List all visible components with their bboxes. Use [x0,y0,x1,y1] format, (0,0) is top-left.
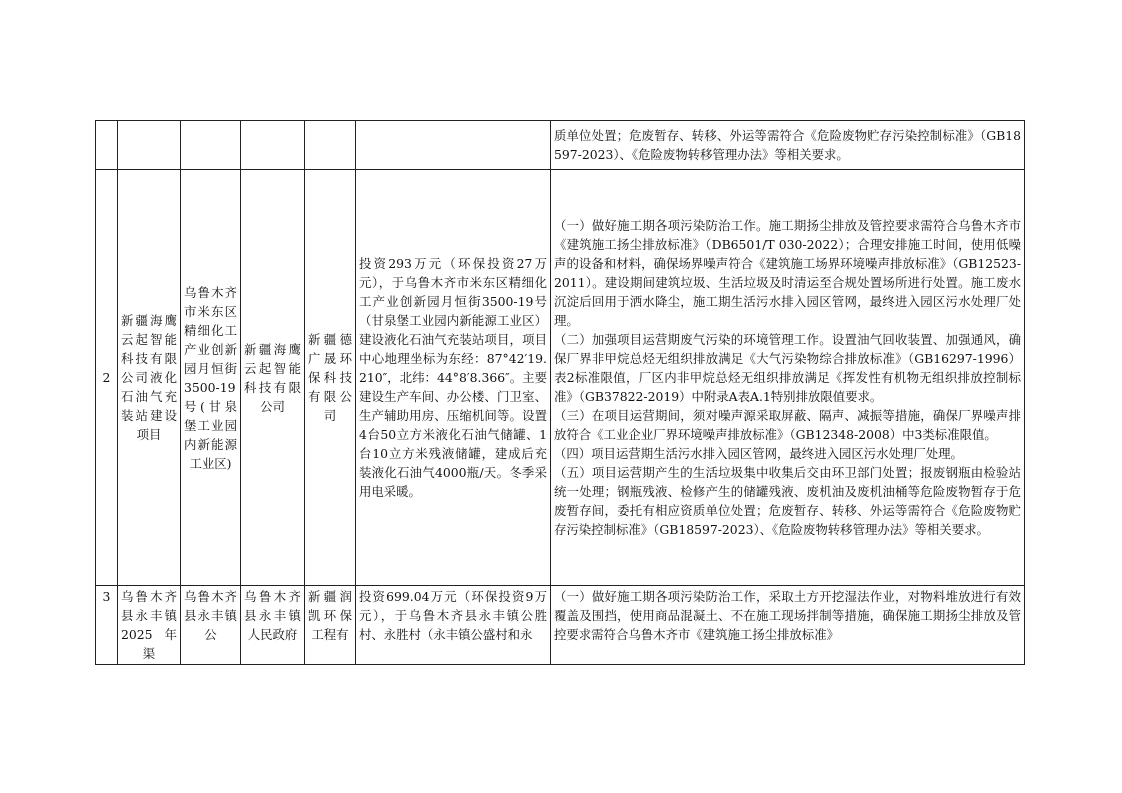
row-number: 2 [96,170,118,586]
construction-unit-cell: 乌鲁木齐县永丰镇人民政府 [241,586,305,665]
construction-unit-cell: 新疆海鹰云起智能科技有限公司 [241,170,305,586]
project-table [95,120,1025,665]
eia-unit-cell: 新疆德广晟环保科技有限公司 [305,170,356,586]
measures-cell [551,170,1025,586]
scale-cell: 投资699.04万元（环保投资9万元），于乌鲁木齐县永丰镇公胜村、永胜村（永丰镇公盛村和永 [356,586,551,665]
location-cell: 乌鲁木齐县永丰镇公 [181,586,241,665]
location-cell: 乌鲁木齐市米东区精细化工产业创新园月恒街3500-19号(甘泉堡工业园内新能源工业区) [181,170,241,586]
table-row [96,586,1025,665]
row-number [96,121,118,170]
project-name-cell: 乌鲁木齐县永丰镇2025年渠 [118,586,181,665]
scale-cell [356,121,551,170]
eia-unit-cell [305,121,356,170]
measure-paragraph: （一）做好施工期各项污染防治工作。施工期扬尘排放及管控要求需符合乌鲁木齐市《建筑施工扬尘排放标准》（DB6501/T 030-2022）；合理安排施工时间，使用低噪声的设备和材料，确保场界噪声符合《建筑施工场界环境噪声排放标准》（GB12523-2011）。建设期间建筑垃圾、生活垃圾及时清运至合规处置场所进行处置。施工废水沉淀后回用于洒水降尘，施工期生活污水排入园区管网，最终进入园区污水处理厂处理。 [554,218,1021,328]
measure-paragraph: （二）加强项目运营期废气污染的环境管理工作。设置油气回收装置、加强通风，确保厂界非甲烷总烃无组织排放满足《大气污染物综合排放标准》（GB16297-1996）表2标准限值，厂区内非甲烷总烃无组织排放满足《挥发性有机物无组织排放控制标准》（GB37822-2019）中附录A表A.1特别排放限值要求。 [554,332,1021,404]
table-row [96,121,1025,170]
measure-paragraph: （三）在项目运营期间，须对噪声源采取屏蔽、隔声、减振等措施，确保厂界噪声排放符合《工业企业厂界环境噪声排放标准》（GB12348-2008）中3类标准限值。 [554,408,1021,442]
row-number: 3 [96,586,118,665]
measures-cell [551,586,1025,665]
measure-paragraph: 质单位处置；危废暂存、转移、外运等需符合《危险废物贮存污染控制标准》（GB18597-2023）、《危险废物转移管理办法》等相关要求。 [554,128,1021,162]
scale-cell: 投资293万元（环保投资27万元），于乌鲁木齐市米东区精细化工产业创新园月恒街3500-19号（甘泉堡工业园内新能源工业区）建设液化石油气充装站项目，项目中心地理坐标为东经：87°42′19.210″，北纬：44°8′8.366″。主要建设生产车间、办公楼、门卫室、生产辅助用房、压缩机间等。设置4台50立方米液化石油气储罐、1台10立方米残液储罐，建成后充装液化石油气4000瓶/天。冬季采用电采暖。 [356,170,551,586]
measure-paragraph: （五）项目运营期产生的生活垃圾集中收集后交由环卫部门处置；报废钢瓶由检验站统一处理；钢瓶残液、检修产生的储罐残液、废机油及废机油桶等危险废物暂存于危废暂存间，委托有相应资质单位处置；危废暂存、转移、外运等需符合《危险废物贮存污染控制标准》（GB18597-2023）、《危险废物转移管理办法》等相关要求。 [554,465,1021,537]
location-cell [181,121,241,170]
measures-cell [551,121,1025,170]
construction-unit-cell [241,121,305,170]
project-name-cell: 新疆海鹰云起智能科技有限公司液化石油气充装站建设项目 [118,170,181,586]
measure-paragraph: （四）项目运营期生活污水排入园区管网，最终进入园区污水处理厂处理。 [554,446,963,461]
project-name-cell [118,121,181,170]
table-row [96,170,1025,586]
eia-unit-cell: 新疆润凯环保工程有 [305,586,356,665]
measure-paragraph: （一）做好施工期各项污染防治工作，采取土方开挖湿法作业，对物料堆放进行有效覆盖及围挡，使用商品混凝土、不在施工现场拌制等措施，确保施工期扬尘排放及管控要求需符合乌鲁木齐市《建筑施工扬尘排放标准》 [554,589,1021,642]
